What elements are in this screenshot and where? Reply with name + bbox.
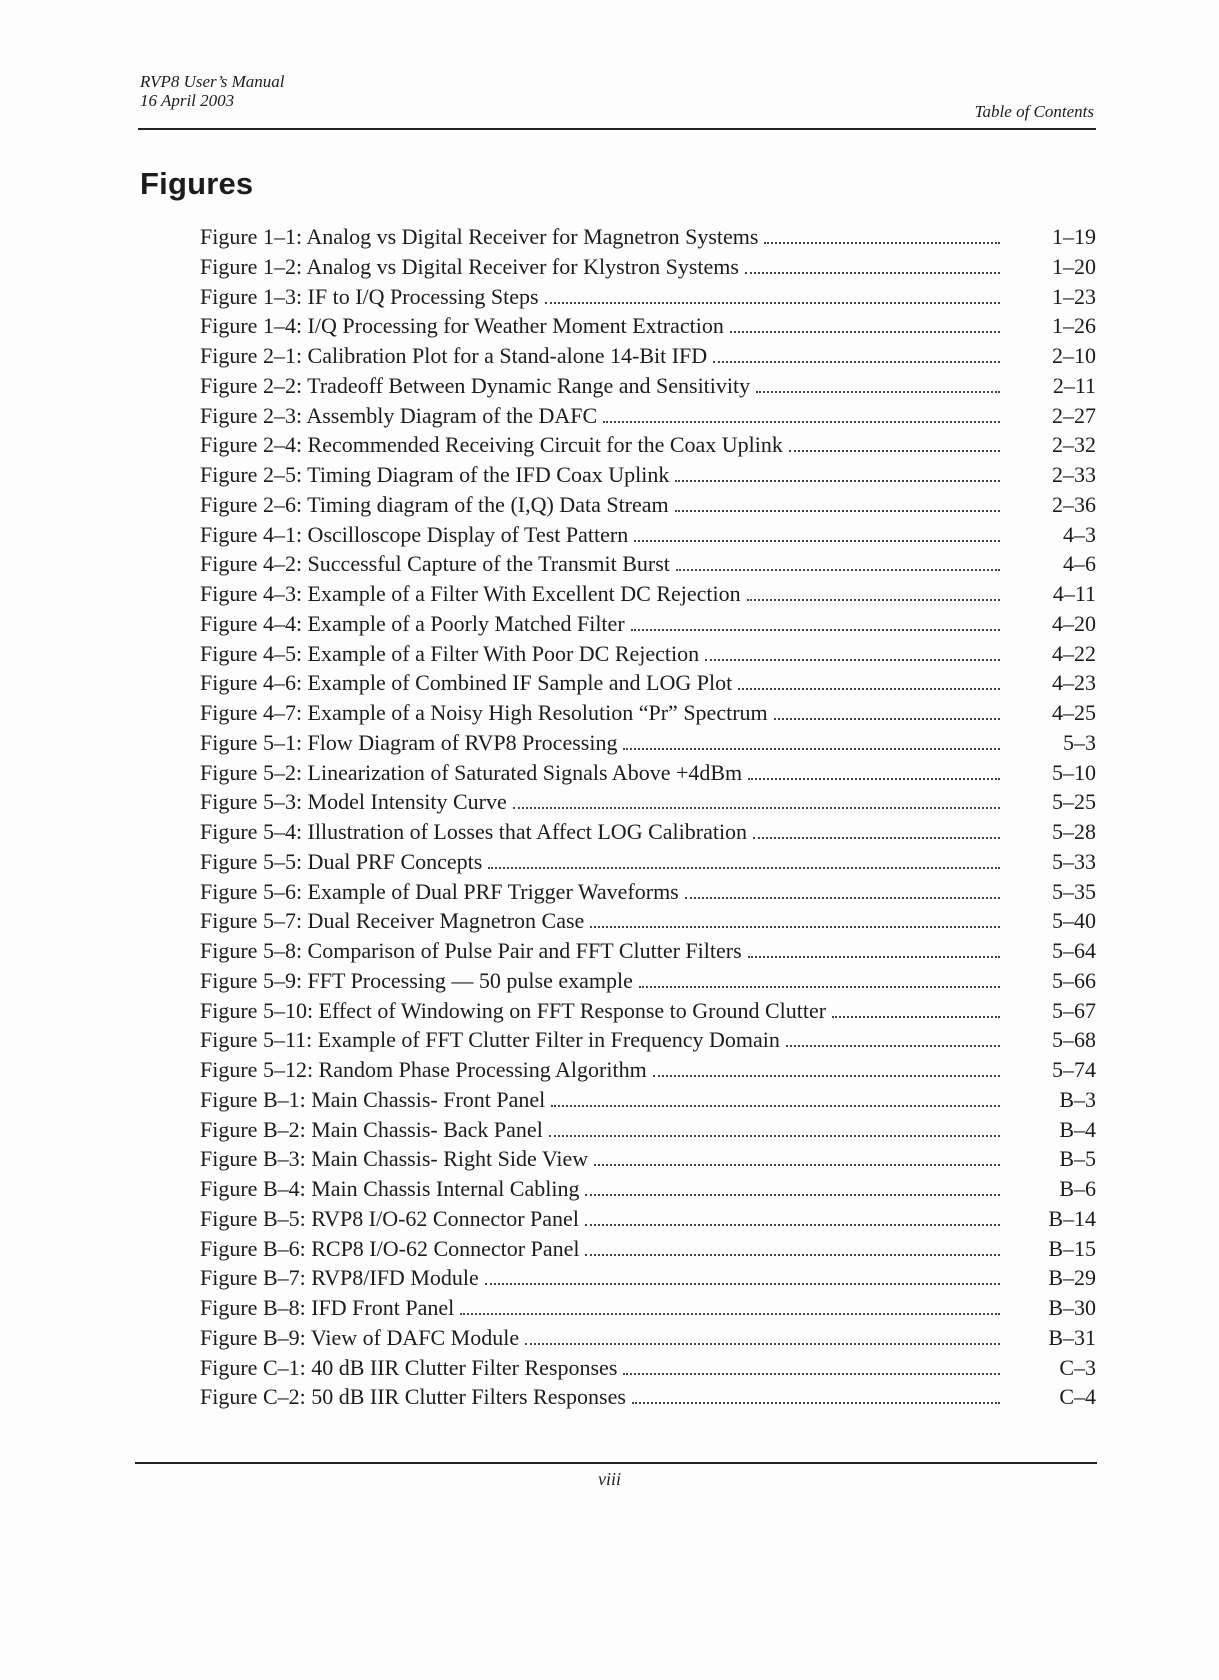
toc-entry-label: Figure 5–7: Dual Receiver Magnetron Case [200,908,585,934]
toc-entry[interactable] [200,1055,1096,1085]
toc-entry-page: 5–35 [1052,878,1096,904]
dot-leader [545,302,1000,304]
toc-entry-label: Figure 1–1: Analog vs Digital Receiver for Magnetron Systems [200,224,759,249]
toc-entry-label: Figure 2–2: Tradeoff Between Dynamic Range and Sensitivity [200,372,751,398]
toc-entry-label: Figure C–2: 50 dB IIR Clutter Filters Responses [200,1384,626,1410]
dot-leader [748,956,1000,958]
toc-entry[interactable] [200,341,1096,371]
dot-leader [756,391,1000,393]
toc-entry-label: Figure 4–6: Example of Combined IF Sample and LOG Plot [200,670,733,696]
page-number: viii [598,1469,621,1489]
toc-entry-page: C–3 [1059,1354,1096,1380]
toc-entry[interactable] [200,847,1096,877]
dot-leader [603,421,1000,423]
footer-divider [135,1462,1097,1464]
toc-entry-label: Figure 4–2: Successful Capture of the Transmit Burst [200,551,670,577]
dot-leader [632,1402,1000,1404]
toc-entry-label: Figure C–1: 40 dB IIR Clutter Filter Responses [200,1354,618,1380]
toc-entry[interactable] [200,1025,1096,1055]
toc-entry-label: Figure 1–2: Analog vs Digital Receiver for Klystron Systems [200,253,739,279]
toc-entry-page: B–30 [1048,1295,1096,1320]
toc-entry-page: 5–68 [1052,1027,1096,1053]
toc-entry-label: Figure 2–4: Recommended Receiving Circuit for the Coax Uplink [200,432,783,458]
toc-entry[interactable] [200,371,1096,401]
toc-entry-label: Figure 4–7: Example of a Noisy High Resolution “Pr” Spectrum [200,700,768,725]
toc-entry-page: 1–19 [1052,224,1096,249]
toc-entry-label: Figure 5–10: Effect of Windowing on FFT Response to Ground Clutter [200,997,827,1023]
toc-entry-page: 4–11 [1052,581,1096,606]
toc-entry[interactable] [200,1085,1096,1115]
toc-entry-label: Figure 4–4: Example of a Poorly Matched Filter [200,610,625,636]
dot-leader [738,688,1000,690]
toc-entry-page: B–14 [1048,1205,1096,1231]
dot-leader [832,1016,1000,1018]
toc-entry[interactable] [200,579,1096,609]
toc-entry-label: Figure 5–12: Random Phase Processing Algorithm [200,1057,647,1082]
toc-entry-label: Figure 5–2: Linearization of Saturated Signals Above +4dBm [200,759,743,785]
toc-entry[interactable] [200,668,1096,698]
toc-entry-label: Figure B–3: Main Chassis- Right Side View [200,1146,589,1172]
toc-entry[interactable] [200,1263,1096,1293]
toc-entry-label: Figure 5–4: Illustration of Losses that Affect LOG Calibration [200,819,748,844]
toc-entry-page: 2–27 [1052,402,1096,428]
toc-entry[interactable] [200,906,1096,936]
toc-entry[interactable] [200,1115,1096,1145]
toc-entry[interactable] [200,698,1096,728]
toc-entry[interactable] [200,401,1096,431]
toc-entry-page: 2–32 [1052,432,1096,458]
dot-leader [786,1045,1000,1047]
toc-entry[interactable] [200,1174,1096,1204]
running-header [140,72,285,110]
toc-entry[interactable] [200,460,1096,490]
toc-entry-label: Figure 5–1: Flow Diagram of RVP8 Processing [200,729,618,755]
toc-entry[interactable] [200,1382,1096,1412]
toc-entry-label: Figure 2–1: Calibration Plot for a Stand-alone 14-Bit IFD [200,343,708,368]
toc-entry[interactable] [200,936,1096,966]
dot-leader [623,748,1000,750]
toc-entry[interactable] [200,966,1096,996]
toc-entry[interactable] [200,430,1096,460]
toc-entry-page: 5–67 [1052,997,1096,1023]
toc-entry-page: C–4 [1059,1384,1096,1410]
toc-entry-label: Figure 2–5: Timing Diagram of the IFD Coax Uplink [200,462,670,487]
toc-entry[interactable] [200,996,1096,1026]
toc-entry-label: Figure B–6: RCP8 I/O-62 Connector Panel [200,1235,580,1261]
toc-entry-label: Figure B–7: RVP8/IFD Module [200,1265,479,1291]
toc-entry-label: Figure B–5: RVP8 I/O-62 Connector Panel [200,1205,579,1231]
dot-leader [639,986,1000,988]
toc-entry-page: 2–11 [1052,372,1096,398]
toc-entry-page: 5–10 [1052,759,1096,785]
toc-entry-page: 1–26 [1052,313,1096,339]
toc-entry-page: 5–28 [1052,819,1096,844]
figures-list [200,222,1096,1412]
header-divider [138,128,1096,130]
dot-leader [713,361,1000,363]
dot-leader [551,1105,1000,1107]
dot-leader [590,926,1000,928]
dot-leader [774,718,1000,720]
toc-entry[interactable] [200,490,1096,520]
toc-entry-page: B–15 [1048,1235,1096,1261]
toc-entry-page: B–6 [1059,1176,1096,1201]
toc-entry-page: B–4 [1059,1116,1096,1142]
toc-entry-label: Figure 5–6: Example of Dual PRF Trigger Waveforms [200,878,679,904]
toc-entry[interactable] [200,1293,1096,1323]
toc-entry[interactable] [200,787,1096,817]
toc-entry[interactable] [200,1353,1096,1383]
dot-leader [585,1194,1000,1196]
toc-entry[interactable] [200,877,1096,907]
toc-entry-page: 5–40 [1052,908,1096,934]
toc-entry-page: 1–20 [1052,253,1096,279]
dot-leader [488,867,1000,869]
dot-leader [485,1283,1000,1285]
toc-entry-label: Figure 5–3: Model Intensity Curve [200,789,507,815]
dot-leader [549,1135,1000,1137]
dot-leader [748,778,1000,780]
toc-entry-page: B–3 [1059,1086,1096,1112]
toc-entry-page: 4–3 [1063,521,1096,547]
toc-entry-page: 5–33 [1052,848,1096,874]
toc-entry[interactable] [200,520,1096,550]
toc-entry-page: 4–22 [1052,640,1096,666]
manual-date: 16 April 2003 [140,91,235,110]
toc-entry[interactable] [200,1144,1096,1174]
section-header: Table of Contents [974,102,1094,121]
toc-entry-page: 4–6 [1063,551,1096,577]
dot-leader [730,331,1000,333]
toc-entry-label: Figure B–9: View of DAFC Module [200,1324,520,1350]
manual-title: RVP8 User’s Manual [140,72,285,91]
toc-entry-label: Figure 5–8: Comparison of Pulse Pair and FFT Clutter Filters [200,938,742,963]
toc-entry-label: Figure B–8: IFD Front Panel [200,1295,455,1320]
toc-entry[interactable] [200,1323,1096,1353]
toc-entry-page: 4–20 [1052,610,1096,636]
toc-entry-page: B–29 [1048,1265,1096,1291]
toc-entry-page: 4–23 [1052,670,1096,696]
dot-leader [705,659,1000,661]
toc-entry-page: 1–23 [1052,283,1096,309]
dot-leader [594,1164,1000,1166]
dot-leader [634,540,1000,542]
toc-entry-page: 5–66 [1052,967,1096,993]
toc-entry-label: Figure 5–5: Dual PRF Concepts [200,848,483,874]
toc-entry-label: Figure 4–1: Oscilloscope Display of Test Pattern [200,521,629,547]
dot-leader [747,599,1000,601]
toc-entry[interactable] [200,817,1096,847]
toc-entry-label: Figure 5–9: FFT Processing — 50 pulse example [200,967,633,993]
toc-entry[interactable] [200,222,1096,252]
dot-leader [675,510,1000,512]
toc-entry-page: 5–3 [1063,729,1096,755]
dot-leader [764,242,1000,244]
toc-entry-page: 2–33 [1052,462,1096,487]
toc-entry-label: Figure 2–3: Assembly Diagram of the DAFC [200,402,598,428]
toc-entry[interactable] [200,639,1096,669]
toc-entry-label: Figure 2–6: Timing diagram of the (I,Q) Data Stream [200,491,669,517]
toc-entry[interactable] [200,549,1096,579]
dot-leader [525,1343,1000,1345]
toc-entry-label: Figure 5–11: Example of FFT Clutter Filter in Frequency Domain [200,1027,780,1053]
toc-entry-page: 5–64 [1052,938,1096,963]
dot-leader [653,1075,1000,1077]
toc-entry-label: Figure 1–4: I/Q Processing for Weather Moment Extraction [200,313,724,339]
toc-entry-page: B–5 [1059,1146,1096,1172]
toc-entry-page: B–31 [1048,1324,1096,1350]
toc-entry-page: 4–25 [1052,700,1096,725]
dot-leader [460,1313,1000,1315]
toc-entry-page: 2–10 [1052,343,1096,368]
toc-entry[interactable] [200,252,1096,282]
toc-entry-label: Figure B–1: Main Chassis- Front Panel [200,1086,546,1112]
toc-entry[interactable] [200,1204,1096,1234]
dot-leader [753,837,1000,839]
dot-leader [676,569,1000,571]
toc-entry[interactable] [200,1234,1096,1264]
dot-leader [631,629,1000,631]
toc-entry-label: Figure 1–3: IF to I/Q Processing Steps [200,283,539,309]
toc-entry[interactable] [200,311,1096,341]
dot-leader [585,1224,1000,1226]
dot-leader [789,450,1000,452]
dot-leader [623,1373,1000,1375]
toc-entry-label: Figure 4–3: Example of a Filter With Excellent DC Rejection [200,581,741,606]
page-title: Figures [140,166,254,201]
toc-entry[interactable] [200,609,1096,639]
toc-entry[interactable] [200,282,1096,312]
toc-entry[interactable] [200,728,1096,758]
toc-entry-label: Figure 4–5: Example of a Filter With Poor DC Rejection [200,640,700,666]
toc-entry-page: 2–36 [1052,491,1096,517]
toc-entry[interactable] [200,758,1096,788]
toc-entry-label: Figure B–2: Main Chassis- Back Panel [200,1116,543,1142]
dot-leader [685,897,1000,899]
dot-leader [745,272,1000,274]
dot-leader [513,807,1000,809]
dot-leader [675,480,1000,482]
dot-leader [585,1254,1000,1256]
toc-entry-label: Figure B–4: Main Chassis Internal Cabling [200,1176,580,1201]
toc-entry-page: 5–74 [1052,1057,1096,1082]
toc-entry-page: 5–25 [1052,789,1096,815]
